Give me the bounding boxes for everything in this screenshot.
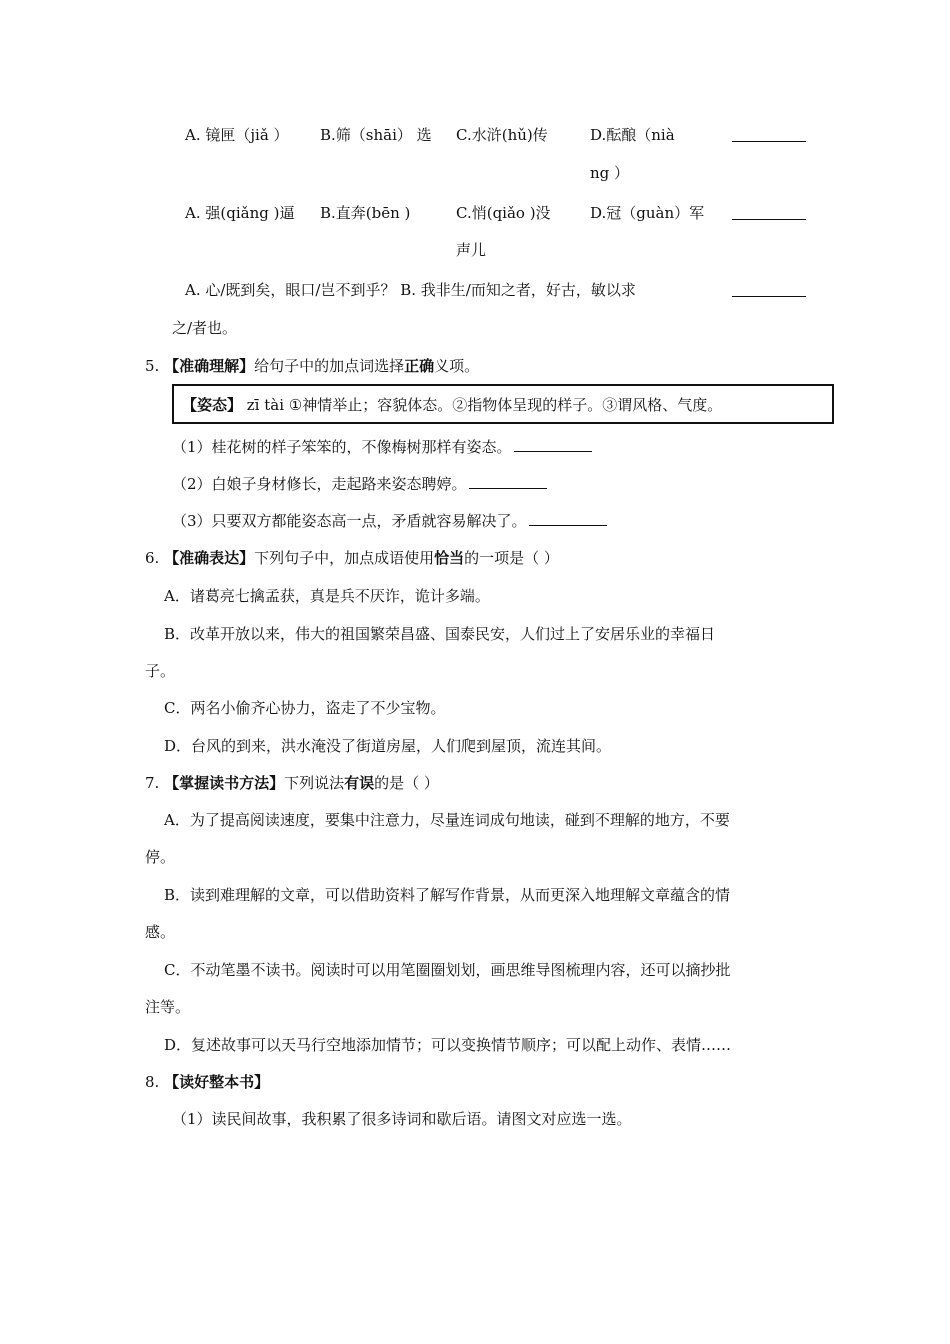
q8-item-1: （1）读民间故事，我积累了很多诗词和歇后语。请图文对应选一选。 [172, 1110, 632, 1128]
option-row1-b: B.筛（shāi） 选 [320, 126, 432, 144]
question-tag: 【掌握读书方法】 [164, 774, 285, 792]
option-row2-c-cont: 声儿 [456, 241, 487, 259]
question-6-stem: 6. 【准确表达】下列句子中，加点成语使用恰当的一项是（ ） [145, 549, 559, 567]
answer-blank-row1[interactable] [732, 141, 806, 142]
q5-item-3: （3）只要双方都能姿态高一点，矛盾就容易解决了。 [172, 511, 607, 531]
q5-item-1: （1）桂花树的样子笨笨的，不像梅树那样有姿态。 [172, 437, 592, 457]
option-row1-c: C.水浒(hǔ)传 [456, 126, 548, 144]
answer-blank[interactable] [529, 511, 607, 526]
option-row2-d: D.冠（guàn）军 [590, 204, 705, 222]
q6-option-d: D．台风的到来，洪水淹没了街道房屋，人们爬到屋顶，流连其间。 [164, 737, 612, 755]
q7-option-c-cont: 注等。 [145, 998, 191, 1016]
answer-blank-row3[interactable] [732, 296, 806, 297]
question-tag: 【准确理解】 [164, 357, 255, 375]
question-tag: 【准确表达】 [164, 549, 255, 567]
option-row2-a: A. 强(qiǎng )逼 [185, 204, 295, 222]
question-tag: 【读好整本书】 [164, 1073, 270, 1091]
option-row1-d-cont: ng ） [590, 164, 630, 182]
q7-option-d: D．复述故事可以天马行空地添加情节；可以变换情节顺序；可以配上动作、表情…… [164, 1036, 732, 1054]
question-number: 6. [145, 549, 160, 567]
option-row3-line1: A. 心/既到矣，眼口/岂不到乎？ B. 我非生/而知之者，好古，敏以求 [185, 281, 636, 299]
definition-text: 【姿态】 zī tài ①神情举止；容貌体态。②指物体呈现的样子。③谓风格、气度。 [182, 396, 723, 414]
q6-option-a: A．诸葛亮七擒孟获，真是兵不厌诈，诡计多端。 [164, 587, 490, 605]
question-number: 5. [145, 357, 160, 375]
q7-option-c: C．不动笔墨不读书。阅读时可以用笔圈圈划划，画思维导图梳理内容，还可以摘抄批 [164, 961, 731, 979]
q5-item-2: （2）白娘子身材修长，走起路来姿态聘婷。 [172, 474, 547, 494]
question-number: 7. [145, 774, 160, 792]
q6-option-c: C．两名小偷齐心协力，盗走了不少宝物。 [164, 699, 446, 717]
question-8-stem [145, 1072, 269, 1092]
option-row1-d: D.酝酿（nià [590, 126, 675, 144]
question-7-stem: 7. 【掌握读书方法】下列说法有误的是（ ） [145, 774, 439, 792]
option-row2-c: C.悄(qiǎo )没 [456, 204, 551, 222]
option-row2-b: B.直奔(bēn ) [320, 204, 411, 222]
q6-option-b-cont: 子。 [145, 662, 176, 680]
q7-option-a: A．为了提高阅读速度，要集中注意力，尽量连词成句地读，碰到不理解的地方，不要 [164, 811, 730, 829]
option-row1-a: A. 镜匣（jiǎ ） [185, 126, 289, 144]
q7-option-a-cont: 停。 [145, 848, 176, 866]
answer-blank[interactable] [469, 474, 547, 489]
q7-option-b: B．读到难理解的文章，可以借助资料了解写作背景，从而更深入地理解文章蕴含的情 [164, 886, 731, 904]
answer-blank-row2[interactable] [732, 219, 806, 220]
q7-option-b-cont: 感。 [145, 923, 176, 941]
question-5-stem: 5. 【准确理解】给句子中的加点词选择正确义项。 [145, 357, 480, 375]
question-number: 8. [145, 1073, 160, 1091]
answer-blank[interactable] [514, 437, 592, 452]
q6-option-b: B．改革开放以来，伟大的祖国繁荣昌盛、国泰民安，人们过上了安居乐业的幸福日 [164, 625, 716, 643]
option-row3-line2: 之/者也。 [172, 319, 238, 337]
